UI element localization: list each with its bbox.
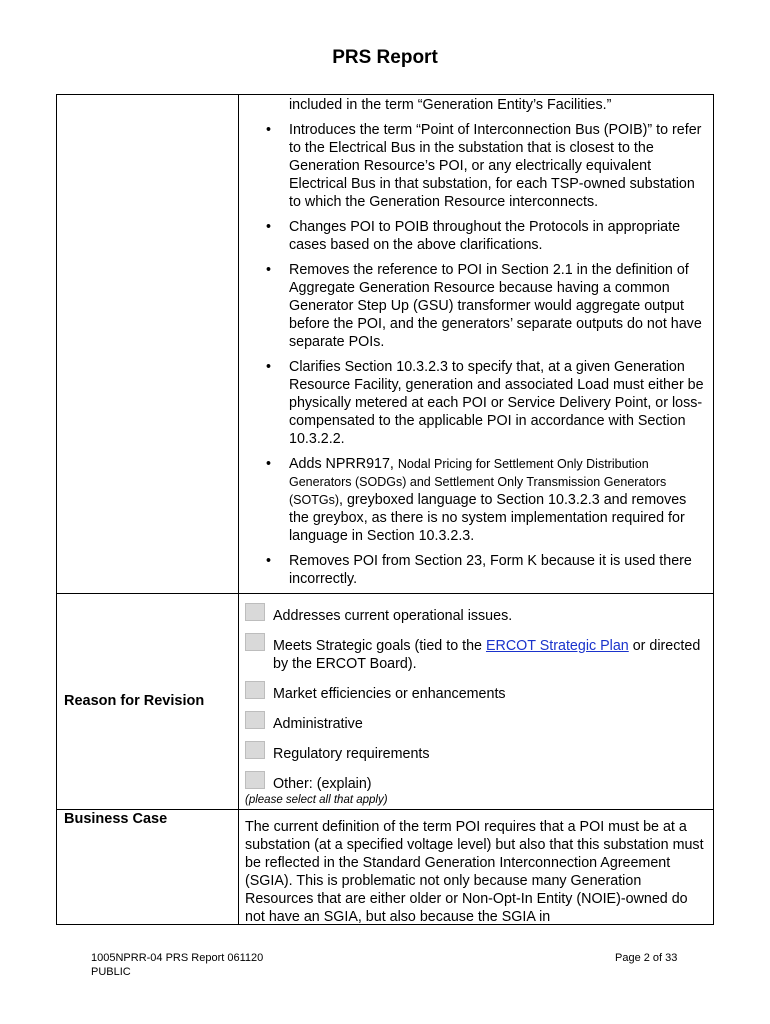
continuation-text: included in the term “Generation Entity’s Facilities.” [289, 97, 612, 113]
strategic-plan-link[interactable]: ERCOT Strategic Plan [485, 638, 629, 654]
business-case-row [57, 810, 713, 925]
description-cell [245, 96, 707, 595]
reason-option-strategic [245, 637, 707, 673]
reason-option-operational [245, 607, 707, 625]
option-label: Addresses current operational issues. [273, 608, 513, 624]
list-item [245, 358, 707, 448]
description-bullet-list [245, 96, 707, 588]
bullet-text: Removes POI from Section 23, Form K because it is used there incorrectly. [289, 553, 692, 587]
reason-label: Reason for Revision [64, 693, 205, 709]
bullet-icon: • [266, 456, 272, 472]
business-case-text: The current definition of the term POI requires that a POI must be at a substation (at a specified voltage level) but also that this substation must be reflected in the Standard Generation Interconnection Agreement (SGIA). This is problematic not only because many Generation Resources that are either older or Non-Opt-In Entity (NOIE)-owned do not have an SGIA, but also because the SGIA in [245, 819, 704, 925]
option-label: Administrative [273, 716, 363, 732]
bullet-text: Changes POI to POIB throughout the Protocols in appropriate cases based on the above clarifications. [289, 219, 681, 253]
reason-options [245, 607, 707, 793]
option-label: Meets Strategic goals (tied to the [273, 638, 486, 654]
bullet-text: Introduces the term “Point of Interconnection Bus (POIB)” to refer to the Electrical Bus in the substation that is closest to the Generation Resource’s POI, or any electrically equivalent Electrical Bus in that substation, for each TSP-owned substation to which the Generation Resource interconnects. [289, 122, 702, 210]
description-row [57, 95, 713, 594]
bullet-text-prefix: Adds NPRR917, [289, 456, 398, 472]
checkbox-market[interactable] [245, 681, 265, 699]
prs-report-table [56, 94, 714, 925]
select-all-note: (please select all that apply) [245, 794, 388, 806]
option-label: Market efficiencies or enhancements [273, 686, 506, 702]
checkbox-administrative[interactable] [245, 711, 265, 729]
reason-option-market [245, 685, 707, 703]
list-item [245, 218, 707, 254]
page-title: PRS Report [332, 47, 438, 68]
list-item [245, 552, 707, 588]
list-item [245, 261, 707, 351]
option-label: Other: (explain) [273, 776, 372, 792]
checkbox-strategic[interactable] [245, 633, 265, 651]
bullet-icon: • [266, 359, 272, 375]
reason-option-regulatory [245, 745, 707, 763]
bullet-icon: • [266, 553, 272, 569]
reason-row [57, 594, 713, 810]
checkbox-other[interactable] [245, 771, 265, 789]
business-case-label: Business Case [64, 811, 168, 827]
bullet-icon: • [266, 122, 272, 138]
list-item [245, 455, 707, 545]
bullet-icon: • [266, 262, 272, 278]
option-label: Regulatory requirements [273, 746, 430, 762]
list-item [245, 96, 707, 114]
list-item [245, 121, 707, 211]
option-label-suffix: or directed by the ERCOT Board). [273, 638, 701, 672]
bullet-text-suffix: , greyboxed language to Section 10.3.2.3 and removes the greybox, as there is no system implementation required for language in Section 10.3.2.3. [289, 492, 687, 544]
bullet-text: Removes the reference to POI in Section 2.1 in the definition of Aggregate Generation Resource because having a common Generator Step Up (GSU) transformer would aggregate output before the POI, and the generators’ separate outputs do not have separate POIs. [289, 262, 702, 350]
bullet-icon: • [266, 219, 272, 235]
reason-option-other [245, 775, 707, 793]
footer-classification: PUBLIC [91, 966, 131, 978]
column-divider [238, 810, 239, 925]
checkbox-regulatory[interactable] [245, 741, 265, 759]
footer-doc-id: 1005NPRR-04 PRS Report 061120 [91, 952, 264, 964]
reason-option-administrative [245, 715, 707, 733]
nprr-title-text: Nodal Pricing for Settlement Only Distribution Generators (SODGs) and Settlement Only Transmission Generators (SOTGs) [289, 457, 667, 507]
footer-left [91, 951, 263, 979]
column-divider [238, 594, 239, 809]
bullet-text: Clarifies Section 10.3.2.3 to specify that, at a given Generation Resource Facility, generation and associated Load must either be physically metered at each POI or Service Delivery Point, or loss-compensated to the applicable POI in accordance with Section 10.3.2.2. [289, 359, 704, 447]
footer-page-number: Page 2 of 33 [615, 952, 678, 964]
checkbox-operational[interactable] [245, 603, 265, 621]
column-divider [238, 95, 239, 593]
